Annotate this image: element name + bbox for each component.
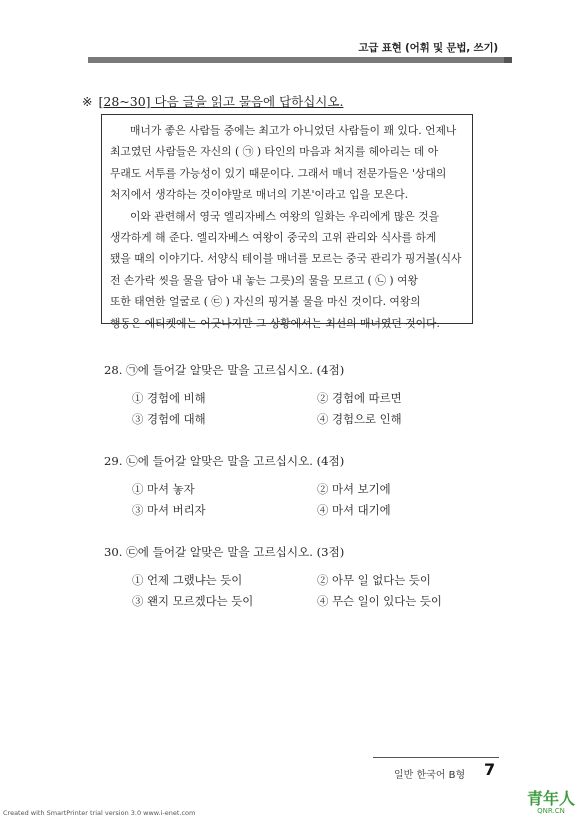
answer-option[interactable]: ③ 왠지 모르겠다는 듯이 <box>132 594 254 608</box>
header-rule-accent <box>504 57 512 63</box>
answer-option[interactable]: ① 언제 그랬냐는 듯이 <box>132 573 243 587</box>
question-30 <box>104 544 344 560</box>
reading-passage-box <box>101 114 473 330</box>
question-text: ㉠에 들어갈 알맞은 말을 고르십시오. (4점) <box>126 363 345 377</box>
section-header-title: 고급 표현 (어휘 및 문법, 쓰기) <box>358 42 498 54</box>
passage-line: 또한 태연한 얼굴로 ( ㉢ ) 자신의 핑거볼 물을 마신 것이다. 여왕의 <box>110 295 421 309</box>
passage-line: 매너가 좋은 사람들 중에는 최고가 아니었던 사람들이 꽤 있다. 언제나 <box>130 124 457 137</box>
creator-note: Created with SmartPrinter trial version 3.0 www.i-enet.com <box>3 809 196 817</box>
question-29 <box>104 453 344 469</box>
answer-option[interactable]: ② 마셔 보기에 <box>317 482 391 496</box>
answer-option[interactable]: ④ 마셔 대기에 <box>317 503 391 517</box>
question-number: 30. <box>104 545 123 559</box>
question-text: ㉡에 들어갈 알맞은 말을 고르십시오. (4점) <box>126 454 345 468</box>
passage-line: 무래도 서투를 가능성이 있기 때문이다. 그래서 매너 전문가들은 '상대의 <box>110 166 447 180</box>
question-number: 29. <box>104 454 123 468</box>
answer-option[interactable]: ④ 무슨 일이 있다는 듯이 <box>317 594 442 608</box>
answer-option[interactable]: ④ 경험으로 인해 <box>317 412 402 426</box>
watermark-logo <box>527 791 575 815</box>
answer-option[interactable]: ① 마셔 놓자 <box>132 482 195 496</box>
answer-option[interactable]: ③ 경험에 대해 <box>132 412 206 426</box>
reference-mark: ※ <box>82 94 93 109</box>
answer-option[interactable]: ① 경험에 비해 <box>132 391 206 405</box>
passage-line: 최고였던 사람들은 자신의 ( ㉠ ) 타인의 마음과 처지를 헤아리는 데 아 <box>110 145 439 159</box>
watermark-sub: QNR.CN <box>537 807 565 815</box>
page-number: 7 <box>484 760 496 779</box>
question-28 <box>104 362 344 378</box>
instruction-text: [28~30] 다음 글을 읽고 물음에 답하십시오. <box>98 94 344 109</box>
passage-line: 생각하게 해 준다. 엘리자베스 여왕이 중국의 고위 관리와 식사를 하게 <box>110 231 437 245</box>
answer-option[interactable]: ② 아무 일 없다는 듯이 <box>317 573 431 587</box>
watermark-main: 青年人 <box>527 789 576 808</box>
instruction <box>82 92 343 110</box>
footer-rule <box>373 757 499 758</box>
passage-line: 처지에서 생각하는 것이야말로 매너의 기본'이라고 입을 모은다. <box>110 188 409 202</box>
question-text: ㉢에 들어갈 알맞은 말을 고르십시오. (3점) <box>126 545 345 559</box>
answer-option[interactable]: ③ 마셔 버리자 <box>132 503 206 517</box>
header-rule <box>88 57 512 63</box>
passage-line: 행동은 에티켓에는 어긋나지만 그 상황에서는 최선의 매너였던 것이다. <box>110 316 440 330</box>
answer-option[interactable]: ② 경험에 따르면 <box>317 391 402 405</box>
passage-line: 이와 관련해서 영국 엘리자베스 여왕의 일화는 우리에게 많은 것을 <box>130 209 440 223</box>
passage-line: 전 손가락 씻을 물을 담아 내 놓는 그릇)의 물을 모르고 ( ㉡ ) 여왕 <box>110 273 418 287</box>
question-number: 28. <box>104 363 123 377</box>
footer-exam-label: 일반 한국어 B형 <box>394 770 466 781</box>
passage-line: 됐을 때의 이야기다. 서양식 테이블 매너를 모르는 중국 관리가 핑거볼(식사 <box>110 252 462 266</box>
